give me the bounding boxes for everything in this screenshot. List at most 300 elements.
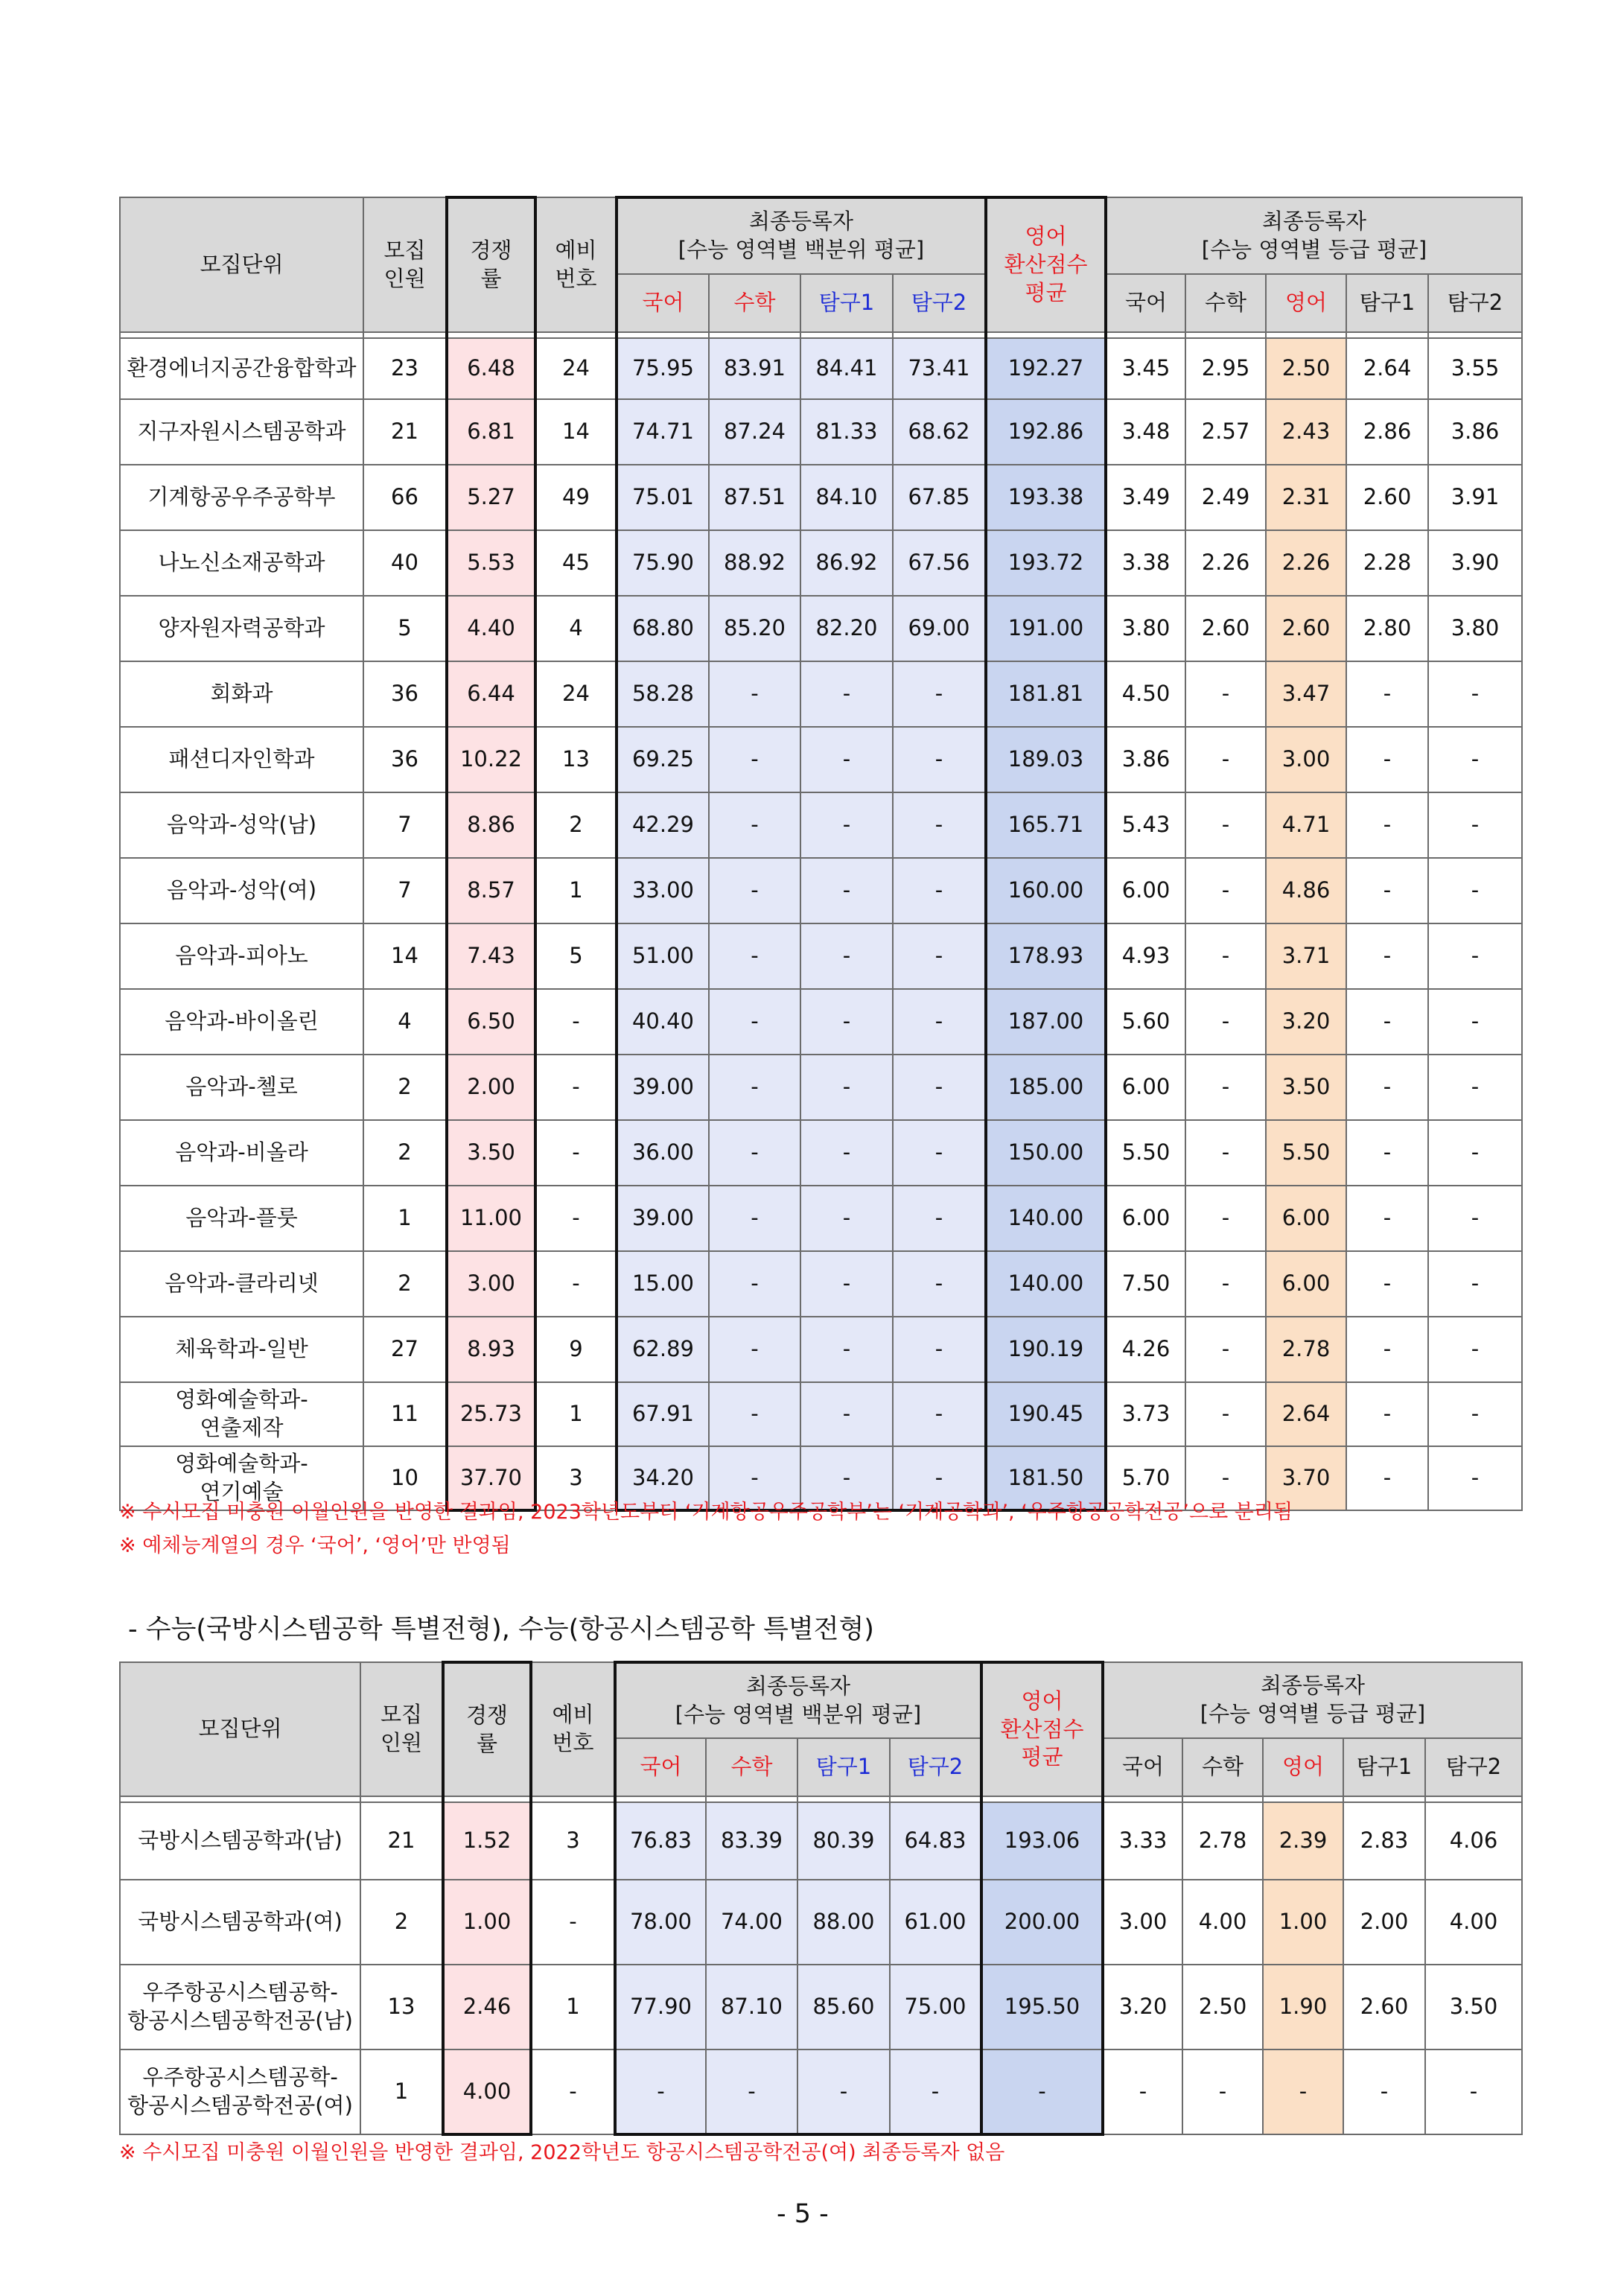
cell-pct-math: - — [706, 2049, 797, 2134]
separator-cell — [615, 1796, 706, 1802]
cell-grade-inquiry1: 2.60 — [1346, 465, 1428, 530]
cell-rate: 2.00 — [447, 1055, 535, 1120]
cell-grade-english: 2.43 — [1266, 399, 1346, 465]
cell-pct-inquiry2: - — [893, 661, 986, 727]
cell-grade-inquiry1: - — [1346, 923, 1428, 989]
cell-pct-math: 88.92 — [709, 530, 800, 596]
cell-grade-english: 2.50 — [1266, 338, 1346, 399]
cell-unit: 패션디자인학과 — [120, 727, 363, 792]
cell-quota: 1 — [363, 1186, 447, 1251]
header-quota: 모집 인원 — [360, 1662, 443, 1796]
separator-cell — [981, 1796, 1103, 1802]
header-english-score: 영어 환산점수 평균 — [986, 197, 1106, 332]
cell-quota: 10 — [363, 1446, 447, 1510]
section2-title: - 수능(국방시스템공학 특별전형), 수능(항공시스템공학 특별전형) — [128, 1615, 874, 1644]
cell-english-score: 160.00 — [986, 858, 1106, 923]
cell-quota: 2 — [363, 1251, 447, 1317]
page-number: - 5 - — [777, 2199, 829, 2229]
cell-english-score: 193.06 — [981, 1802, 1103, 1880]
cell-pct-inquiry2: - — [893, 989, 986, 1055]
table-row — [120, 1382, 1522, 1446]
cell-grade-inquiry2: 4.06 — [1425, 1802, 1522, 1880]
table-row — [120, 858, 1522, 923]
cell-pct-inquiry1: - — [800, 727, 893, 792]
cell-rate: 3.50 — [447, 1120, 535, 1186]
admission-table-1 — [119, 196, 1523, 1512]
table-row — [120, 1317, 1522, 1382]
cell-grade-math: - — [1185, 989, 1266, 1055]
table-row — [120, 399, 1522, 465]
cell-unit: 음악과-첼로 — [120, 1055, 363, 1120]
cell-grade-korean: 6.00 — [1106, 858, 1185, 923]
cell-grade-korean: 3.48 — [1106, 399, 1185, 465]
cell-grade-math: - — [1185, 1055, 1266, 1120]
cell-unit: 기계항공우주공학부 — [120, 465, 363, 530]
cell-unit: 나노신소재공학과 — [120, 530, 363, 596]
cell-pct-korean: 39.00 — [617, 1186, 709, 1251]
cell-pct-korean: 74.71 — [617, 399, 709, 465]
cell-grade-english: 2.60 — [1266, 596, 1346, 661]
cell-pct-math: - — [709, 1251, 800, 1317]
table-row — [120, 465, 1522, 530]
separator-cell — [800, 332, 893, 338]
cell-grade-math: 2.26 — [1185, 530, 1266, 596]
header-grade-group: 최종등록자 [수능 영역별 등급 평균] — [1106, 197, 1522, 274]
cell-unit: 우주항공시스템공학- 항공시스템공학전공(남) — [120, 1965, 360, 2049]
table-row — [120, 989, 1522, 1055]
separator-cell — [1263, 1796, 1343, 1802]
cell-waitlist: 9 — [535, 1317, 617, 1382]
cell-pct-inquiry1: - — [800, 989, 893, 1055]
separator-cell — [617, 332, 709, 338]
header-grade-inquiry1: 탐구1 — [1346, 274, 1428, 332]
table-row — [120, 1186, 1522, 1251]
cell-grade-math: - — [1185, 792, 1266, 858]
cell-grade-inquiry1: - — [1346, 792, 1428, 858]
cell-rate: 6.50 — [447, 989, 535, 1055]
cell-pct-inquiry1: - — [800, 1120, 893, 1186]
cell-grade-english: 6.00 — [1266, 1251, 1346, 1317]
cell-rate: 6.81 — [447, 399, 535, 465]
cell-grade-korean: 3.33 — [1103, 1802, 1182, 1880]
separator-cell — [1425, 1796, 1522, 1802]
cell-waitlist: 3 — [531, 1802, 615, 1880]
cell-unit: 지구자원시스템공학과 — [120, 399, 363, 465]
table-row — [120, 1055, 1522, 1120]
cell-grade-english: 4.86 — [1266, 858, 1346, 923]
table1-note-2: ※ 예체능계열의 경우 ‘국어’, ‘영어’만 반영됨 — [119, 1534, 511, 1557]
cell-pct-inquiry1: 84.10 — [800, 465, 893, 530]
cell-pct-math: 87.24 — [709, 399, 800, 465]
cell-english-score: - — [981, 2049, 1103, 2134]
cell-pct-math: - — [709, 1446, 800, 1510]
cell-english-score: 200.00 — [981, 1880, 1103, 1965]
cell-grade-english: 2.78 — [1266, 1317, 1346, 1382]
cell-waitlist: - — [535, 989, 617, 1055]
cell-pct-korean: 75.01 — [617, 465, 709, 530]
cell-pct-math: - — [709, 1120, 800, 1186]
separator-cell — [709, 332, 800, 338]
header-english-score: 영어 환산점수 평균 — [981, 1662, 1103, 1796]
separator-cell — [706, 1796, 797, 1802]
cell-pct-korean: 76.83 — [615, 1802, 706, 1880]
cell-grade-math: - — [1185, 923, 1266, 989]
header-grade-inquiry2: 탐구2 — [1425, 1738, 1522, 1796]
header-rate: 경쟁 률 — [443, 1662, 531, 1796]
cell-grade-korean: - — [1103, 2049, 1182, 2134]
cell-english-score: 195.50 — [981, 1965, 1103, 2049]
cell-grade-inquiry2: 3.91 — [1428, 465, 1522, 530]
cell-english-score: 193.72 — [986, 530, 1106, 596]
cell-waitlist: 5 — [535, 923, 617, 989]
cell-pct-korean: 39.00 — [617, 1055, 709, 1120]
cell-grade-inquiry2: 3.80 — [1428, 596, 1522, 661]
cell-pct-korean: - — [615, 2049, 706, 2134]
cell-pct-math: - — [709, 923, 800, 989]
cell-waitlist: 2 — [535, 792, 617, 858]
cell-english-score: 181.81 — [986, 661, 1106, 727]
cell-rate: 5.27 — [447, 465, 535, 530]
cell-pct-inquiry2: - — [893, 1317, 986, 1382]
cell-pct-inquiry2: 68.62 — [893, 399, 986, 465]
cell-pct-math: - — [709, 1382, 800, 1446]
cell-grade-math: - — [1185, 1446, 1266, 1510]
cell-pct-inquiry2: - — [893, 1446, 986, 1510]
cell-english-score: 190.19 — [986, 1317, 1106, 1382]
cell-pct-inquiry2: 64.83 — [890, 1802, 981, 1880]
cell-grade-inquiry1: - — [1346, 1446, 1428, 1510]
cell-english-score: 178.93 — [986, 923, 1106, 989]
cell-pct-korean: 75.90 — [617, 530, 709, 596]
cell-rate: 11.00 — [447, 1186, 535, 1251]
cell-pct-korean: 40.40 — [617, 989, 709, 1055]
cell-grade-inquiry1: - — [1346, 1317, 1428, 1382]
cell-rate: 4.40 — [447, 596, 535, 661]
separator-cell — [120, 332, 363, 338]
cell-grade-english: 4.71 — [1266, 792, 1346, 858]
table-row — [120, 596, 1522, 661]
cell-rate: 8.93 — [447, 1317, 535, 1382]
table-row — [120, 2049, 1522, 2134]
cell-grade-inquiry2: - — [1428, 1446, 1522, 1510]
cell-pct-inquiry1: 80.39 — [797, 1802, 890, 1880]
cell-grade-inquiry1: 2.80 — [1346, 596, 1428, 661]
cell-grade-inquiry1: 2.64 — [1346, 338, 1428, 399]
cell-grade-math: 2.95 — [1185, 338, 1266, 399]
cell-pct-math: - — [709, 1317, 800, 1382]
cell-pct-inquiry2: 61.00 — [890, 1880, 981, 1965]
cell-rate: 5.53 — [447, 530, 535, 596]
cell-unit: 음악과-바이올린 — [120, 989, 363, 1055]
cell-unit: 국방시스템공학과(여) — [120, 1880, 360, 1965]
cell-grade-inquiry1: 2.00 — [1343, 1880, 1425, 1965]
table1-note-1: ※ 수시모집 미충원 이월인원을 반영한 결과임, 2023학년도부터 ‘기계항공우주공학부’는 ‘기계공학과’, ‘우주항공공학전공’으로 분리됨 — [119, 1501, 1293, 1524]
header-pct-math: 수학 — [706, 1738, 797, 1796]
cell-english-score: 193.38 — [986, 465, 1106, 530]
cell-grade-korean: 5.50 — [1106, 1120, 1185, 1186]
header-grade-inquiry2: 탐구2 — [1428, 274, 1522, 332]
cell-quota: 7 — [363, 792, 447, 858]
cell-grade-inquiry2: - — [1428, 792, 1522, 858]
cell-quota: 5 — [363, 596, 447, 661]
cell-pct-math: 74.00 — [706, 1880, 797, 1965]
cell-grade-korean: 6.00 — [1106, 1186, 1185, 1251]
cell-pct-korean: 36.00 — [617, 1120, 709, 1186]
cell-english-score: 140.00 — [986, 1186, 1106, 1251]
table-row — [120, 1802, 1522, 1880]
cell-rate: 25.73 — [447, 1382, 535, 1446]
cell-quota: 21 — [360, 1802, 443, 1880]
cell-grade-inquiry2: - — [1428, 661, 1522, 727]
table2-body — [120, 1796, 1522, 2134]
cell-grade-inquiry2: - — [1428, 1317, 1522, 1382]
cell-pct-math: - — [709, 1055, 800, 1120]
header-percentile-group: 최종등록자 [수능 영역별 백분위 평균] — [615, 1662, 981, 1738]
cell-pct-inquiry1: - — [800, 1446, 893, 1510]
header-waitlist: 예비 번호 — [535, 197, 617, 332]
cell-pct-inquiry1: 84.41 — [800, 338, 893, 399]
separator-cell — [1185, 332, 1266, 338]
cell-pct-korean: 78.00 — [615, 1880, 706, 1965]
cell-waitlist: 49 — [535, 465, 617, 530]
cell-pct-inquiry1: - — [800, 792, 893, 858]
cell-rate: 1.52 — [443, 1802, 531, 1880]
cell-grade-english: 3.20 — [1266, 989, 1346, 1055]
header-separator — [120, 332, 1522, 338]
header-pct-inquiry1: 탐구1 — [797, 1738, 890, 1796]
cell-grade-math: - — [1185, 1382, 1266, 1446]
cell-grade-inquiry1: - — [1346, 1251, 1428, 1317]
cell-pct-inquiry2: - — [893, 923, 986, 989]
cell-english-score: 185.00 — [986, 1055, 1106, 1120]
cell-grade-korean: 5.43 — [1106, 792, 1185, 858]
cell-rate: 8.86 — [447, 792, 535, 858]
cell-grade-math: - — [1185, 727, 1266, 792]
cell-quota: 2 — [363, 1055, 447, 1120]
table-row — [120, 1120, 1522, 1186]
cell-quota: 23 — [363, 338, 447, 399]
table1-body — [120, 332, 1522, 1510]
cell-grade-inquiry1: 2.86 — [1346, 399, 1428, 465]
cell-waitlist: - — [535, 1055, 617, 1120]
cell-pct-math: 87.51 — [709, 465, 800, 530]
cell-pct-inquiry2: - — [893, 792, 986, 858]
cell-rate: 2.46 — [443, 1965, 531, 2049]
cell-pct-inquiry1: - — [800, 1055, 893, 1120]
cell-pct-korean: 67.91 — [617, 1382, 709, 1446]
cell-unit: 우주항공시스템공학- 항공시스템공학전공(여) — [120, 2049, 360, 2134]
cell-unit: 양자원자력공학과 — [120, 596, 363, 661]
cell-rate: 8.57 — [447, 858, 535, 923]
cell-grade-inquiry2: - — [1428, 1186, 1522, 1251]
cell-grade-inquiry2: - — [1428, 1055, 1522, 1120]
cell-waitlist: - — [531, 1880, 615, 1965]
cell-unit: 음악과-비올라 — [120, 1120, 363, 1186]
header-unit: 모집단위 — [120, 1662, 360, 1796]
cell-unit: 영화예술학과- 연출제작 — [120, 1382, 363, 1446]
cell-grade-english: 2.26 — [1266, 530, 1346, 596]
cell-grade-korean: 7.50 — [1106, 1251, 1185, 1317]
cell-waitlist: 24 — [535, 661, 617, 727]
header-pct-inquiry1: 탐구1 — [800, 274, 893, 332]
cell-english-score: 187.00 — [986, 989, 1106, 1055]
separator-cell — [986, 332, 1106, 338]
cell-grade-korean: 5.60 — [1106, 989, 1185, 1055]
cell-grade-english: 1.90 — [1263, 1965, 1343, 2049]
cell-waitlist: 13 — [535, 727, 617, 792]
cell-grade-inquiry2: 3.90 — [1428, 530, 1522, 596]
cell-grade-inquiry2: 4.00 — [1425, 1880, 1522, 1965]
cell-unit: 영화예술학과- 연기예술 — [120, 1446, 363, 1510]
cell-rate: 37.70 — [447, 1446, 535, 1510]
cell-grade-korean: 6.00 — [1106, 1055, 1185, 1120]
cell-rate: 1.00 — [443, 1880, 531, 1965]
cell-grade-inquiry1: 2.28 — [1346, 530, 1428, 596]
separator-cell — [797, 1796, 890, 1802]
cell-grade-math: - — [1185, 1120, 1266, 1186]
cell-english-score: 192.86 — [986, 399, 1106, 465]
cell-grade-inquiry1: - — [1346, 1055, 1428, 1120]
cell-quota: 40 — [363, 530, 447, 596]
cell-grade-math: - — [1185, 858, 1266, 923]
cell-grade-inquiry2: - — [1428, 858, 1522, 923]
cell-pct-inquiry2: - — [893, 1382, 986, 1446]
cell-english-score: 140.00 — [986, 1251, 1106, 1317]
cell-grade-english: 3.50 — [1266, 1055, 1346, 1120]
header-grade-group: 최종등록자 [수능 영역별 등급 평균] — [1103, 1662, 1522, 1738]
cell-grade-math: 4.00 — [1182, 1880, 1263, 1965]
cell-grade-inquiry2: - — [1428, 923, 1522, 989]
cell-unit: 체육학과-일반 — [120, 1317, 363, 1382]
cell-pct-inquiry2: - — [893, 1186, 986, 1251]
cell-pct-inquiry2: - — [893, 727, 986, 792]
cell-waitlist: 1 — [531, 1965, 615, 2049]
cell-rate: 6.44 — [447, 661, 535, 727]
cell-grade-korean: 3.00 — [1103, 1880, 1182, 1965]
cell-grade-math: - — [1185, 1251, 1266, 1317]
cell-unit: 음악과-피아노 — [120, 923, 363, 989]
header-percentile-group: 최종등록자 [수능 영역별 백분위 평균] — [617, 197, 986, 274]
cell-grade-inquiry2: - — [1428, 989, 1522, 1055]
header-separator — [120, 1796, 1522, 1802]
cell-grade-english: 3.70 — [1266, 1446, 1346, 1510]
cell-quota: 2 — [363, 1120, 447, 1186]
cell-english-score: 181.50 — [986, 1446, 1106, 1510]
cell-pct-inquiry2: 67.56 — [893, 530, 986, 596]
cell-quota: 2 — [360, 1880, 443, 1965]
header-grade-english: 영어 — [1266, 274, 1346, 332]
cell-grade-inquiry1: - — [1346, 1120, 1428, 1186]
cell-pct-inquiry2: 75.00 — [890, 1965, 981, 2049]
cell-unit: 회화과 — [120, 661, 363, 727]
cell-pct-math: 83.39 — [706, 1802, 797, 1880]
cell-pct-inquiry1: 88.00 — [797, 1880, 890, 1965]
separator-cell — [531, 1796, 615, 1802]
separator-cell — [443, 1796, 531, 1802]
cell-grade-math: - — [1182, 2049, 1263, 2134]
table-row — [120, 530, 1522, 596]
separator-cell — [120, 1796, 360, 1802]
cell-grade-inquiry1: - — [1346, 1382, 1428, 1446]
cell-grade-english: - — [1263, 2049, 1343, 2134]
admission-table-2 — [119, 1661, 1523, 2136]
cell-unit: 환경에너지공간융합학과 — [120, 338, 363, 399]
cell-grade-english: 3.00 — [1266, 727, 1346, 792]
cell-quota: 13 — [360, 1965, 443, 2049]
separator-cell — [1428, 332, 1522, 338]
cell-waitlist: - — [531, 2049, 615, 2134]
header-grade-english: 영어 — [1263, 1738, 1343, 1796]
cell-pct-inquiry1: 81.33 — [800, 399, 893, 465]
cell-pct-inquiry1: - — [800, 1186, 893, 1251]
cell-pct-inquiry2: 69.00 — [893, 596, 986, 661]
separator-cell — [1106, 332, 1185, 338]
cell-quota: 27 — [363, 1317, 447, 1382]
separator-cell — [1343, 1796, 1425, 1802]
cell-pct-inquiry1: - — [800, 1317, 893, 1382]
cell-grade-korean: 3.20 — [1103, 1965, 1182, 2049]
header-grade-math: 수학 — [1182, 1738, 1263, 1796]
cell-pct-korean: 68.80 — [617, 596, 709, 661]
cell-grade-math: - — [1185, 1317, 1266, 1382]
separator-cell — [1346, 332, 1428, 338]
cell-pct-inquiry2: 73.41 — [893, 338, 986, 399]
cell-quota: 21 — [363, 399, 447, 465]
cell-rate: 7.43 — [447, 923, 535, 989]
cell-pct-inquiry2: - — [893, 1251, 986, 1317]
cell-pct-inquiry2: - — [890, 2049, 981, 2134]
cell-pct-inquiry2: 67.85 — [893, 465, 986, 530]
table-row — [120, 727, 1522, 792]
cell-grade-korean: 4.50 — [1106, 661, 1185, 727]
cell-rate: 3.00 — [447, 1251, 535, 1317]
cell-pct-korean: 42.29 — [617, 792, 709, 858]
header-quota: 모집 인원 — [363, 197, 447, 332]
cell-grade-math: 2.57 — [1185, 399, 1266, 465]
cell-grade-english: 1.00 — [1263, 1880, 1343, 1965]
header-pct-inquiry2: 탐구2 — [893, 274, 986, 332]
header-grade-korean: 국어 — [1106, 274, 1185, 332]
cell-waitlist: 1 — [535, 858, 617, 923]
cell-pct-inquiry1: - — [800, 858, 893, 923]
cell-pct-korean: 51.00 — [617, 923, 709, 989]
cell-quota: 4 — [363, 989, 447, 1055]
cell-waitlist: 1 — [535, 1382, 617, 1446]
cell-pct-math: 85.20 — [709, 596, 800, 661]
cell-pct-korean: 58.28 — [617, 661, 709, 727]
cell-pct-inquiry1: - — [800, 1382, 893, 1446]
cell-grade-korean: 3.86 — [1106, 727, 1185, 792]
cell-waitlist: - — [535, 1186, 617, 1251]
cell-grade-inquiry1: - — [1343, 2049, 1425, 2134]
separator-cell — [360, 1796, 443, 1802]
header-rate: 경쟁 률 — [447, 197, 535, 332]
header-grade-korean: 국어 — [1103, 1738, 1182, 1796]
cell-unit: 국방시스템공학과(남) — [120, 1802, 360, 1880]
cell-grade-inquiry2: - — [1428, 1251, 1522, 1317]
cell-waitlist: - — [535, 1251, 617, 1317]
table-row — [120, 338, 1522, 399]
table-row — [120, 792, 1522, 858]
cell-english-score: 189.03 — [986, 727, 1106, 792]
separator-cell — [893, 332, 986, 338]
cell-english-score: 165.71 — [986, 792, 1106, 858]
header-waitlist: 예비 번호 — [531, 1662, 615, 1796]
table-row — [120, 1251, 1522, 1317]
cell-grade-inquiry1: 2.60 — [1343, 1965, 1425, 2049]
cell-pct-korean: 75.95 — [617, 338, 709, 399]
cell-grade-math: 2.49 — [1185, 465, 1266, 530]
